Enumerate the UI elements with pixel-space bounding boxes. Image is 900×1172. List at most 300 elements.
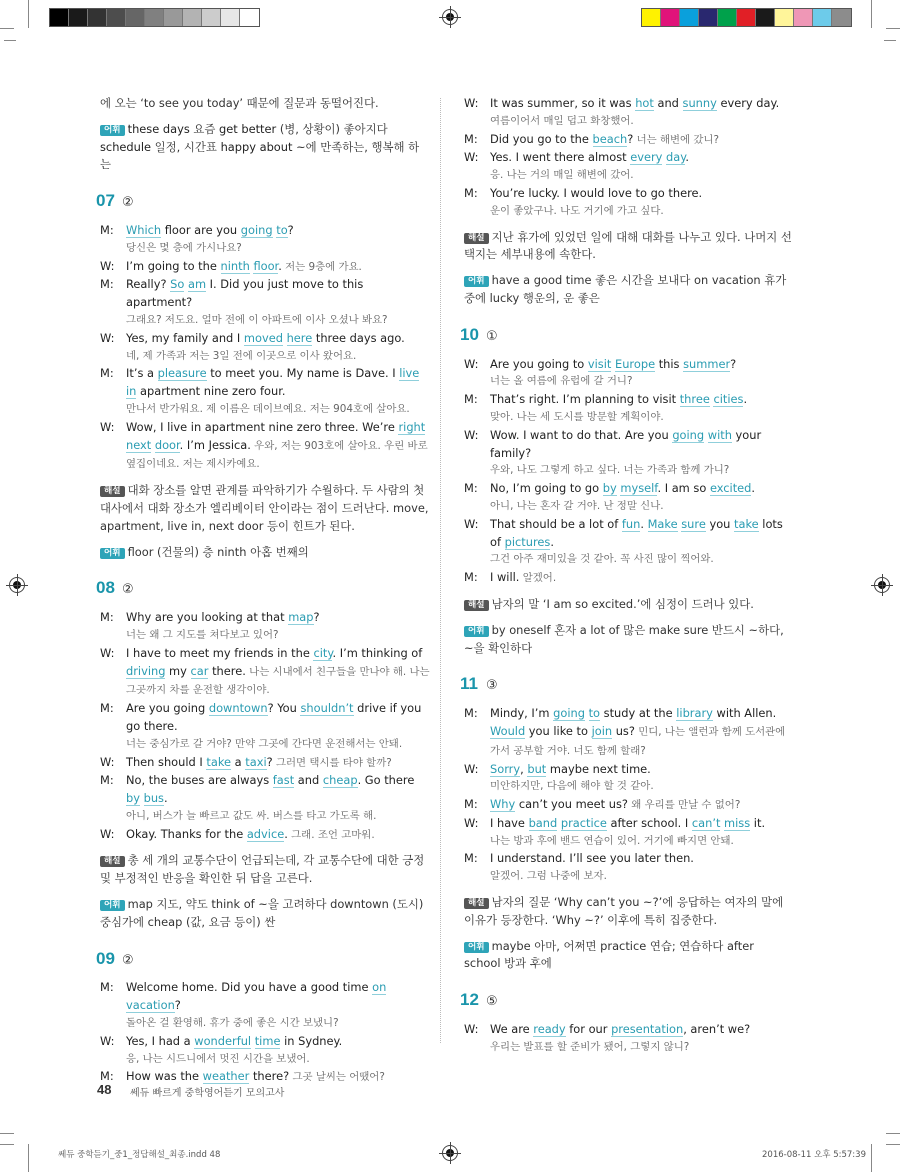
dialogue-text: Wow. I want to do that. Are you xyxy=(490,427,673,442)
dialogue-text: ? xyxy=(287,222,294,237)
dialogue-line xyxy=(464,705,794,760)
fill-in-answer: door xyxy=(154,437,180,452)
dialogue xyxy=(464,1021,794,1057)
question-number: 10 xyxy=(460,324,479,344)
dialogue-text: . xyxy=(164,791,168,806)
fill-in-answer: but xyxy=(527,761,547,776)
explanation-badge: 해설 xyxy=(464,898,489,909)
dialogue-text: ? xyxy=(266,754,273,769)
vocab-text: have a good time 좋은 시간을 보내다 on vacation 휴가 중에 lucky 행운의, 운 좋은 xyxy=(464,273,787,305)
vocab-meaning: 요즘 xyxy=(189,121,220,136)
korean-translation: 돌아온 걸 환영해. 휴가 중에 좋은 시간 보냈니? xyxy=(126,1017,339,1030)
dialogue-line xyxy=(464,761,794,779)
dialogue xyxy=(100,609,430,844)
dialogue-line xyxy=(100,772,430,808)
fill-in-answer: join xyxy=(591,723,613,738)
dialogue-text: Are you going to xyxy=(490,356,588,371)
speaker-label: M: xyxy=(100,1069,114,1084)
dialogue-line xyxy=(100,826,430,845)
crop-mark xyxy=(871,1144,872,1172)
dialogue-text: maybe next time. xyxy=(546,761,651,776)
speaker-label: W: xyxy=(464,427,479,442)
grayscale-color-bar xyxy=(49,8,260,27)
vocab-text: by oneself 혼자 a lot of 많은 make sure 반드시 ~하다, ~을 확인하다 xyxy=(464,622,784,655)
dialogue-line xyxy=(100,365,430,401)
answer-choice: ② xyxy=(122,582,134,598)
dialogue-line xyxy=(100,700,430,736)
speaker-label: M: xyxy=(100,222,114,237)
fill-in-answer: going xyxy=(240,222,273,237)
color-swatch xyxy=(661,9,680,26)
fill-in-answer: day xyxy=(666,150,686,165)
intro-vocab-note xyxy=(100,121,430,174)
vocab-term: these days xyxy=(127,121,190,136)
color-swatch xyxy=(107,9,126,26)
dialogue-line xyxy=(100,222,430,240)
dialogue-line xyxy=(100,1033,430,1051)
fill-in-answer: Sorry xyxy=(490,761,521,776)
fill-in-answer: Make xyxy=(647,516,678,531)
dialogue-text: . xyxy=(550,534,554,549)
dialogue-text: I will. xyxy=(490,570,520,585)
korean-translation: 응, 나는 시드니에서 멋진 시간을 보냈어. xyxy=(126,1052,310,1065)
color-swatch xyxy=(756,9,775,26)
fill-in-answer: car xyxy=(190,663,209,678)
color-swatch xyxy=(202,9,221,26)
fill-in-answer: with xyxy=(707,427,732,442)
fill-in-answer: by xyxy=(126,791,140,806)
registration-mark-icon xyxy=(442,1145,458,1161)
print-slug-timestamp: 2016-08-11 오후 5:57:39 xyxy=(762,1150,866,1160)
dialogue-text: Then should I xyxy=(126,754,207,769)
speaker-label: W: xyxy=(100,258,115,273)
dialogue-text: study at the xyxy=(600,706,677,721)
vocab-meaning: ~에 만족하는, 행복해 하는 xyxy=(100,139,420,172)
vocab-text: map 지도, 약도 think of ~을 고려하다 downtown (도시) 중심가에 cheap (값, 요금 등이) 싼 xyxy=(100,897,424,929)
fill-in-answer: next xyxy=(126,437,152,452)
dialogue-text: It’s a xyxy=(126,366,158,381)
color-swatch xyxy=(794,9,813,26)
speaker-label: M: xyxy=(464,851,478,866)
dialogue-line xyxy=(464,796,794,815)
right-column xyxy=(460,95,794,1057)
vocab-term: get better xyxy=(219,121,277,136)
speaker-label: W: xyxy=(100,826,115,841)
explanation-text: 지난 휴가에 있었던 일에 대해 대화를 나누고 있다. 나머지 선택지는 세부내용에 속한다. xyxy=(464,229,792,262)
print-slug-filename: 쎄듀 중학듣기_중1_정답해설_최종.indd 48 xyxy=(58,1150,221,1160)
dialogue-text: to meet you. My name is Dave. I xyxy=(206,366,400,381)
color-swatch xyxy=(164,9,183,26)
speaker-label: W: xyxy=(464,516,479,531)
korean-translation: 여름이어서 매일 덥고 화창했어. xyxy=(490,114,634,127)
dialogue-text: us? xyxy=(612,723,635,738)
fill-in-answer: map xyxy=(288,610,314,625)
color-swatch xyxy=(737,9,756,26)
dialogue-line xyxy=(464,95,794,113)
dialogue-line xyxy=(100,330,430,348)
speaker-label: W: xyxy=(100,645,115,660)
explanation-badge: 해설 xyxy=(464,233,489,244)
dialogue-line xyxy=(464,185,794,203)
fill-in-answer: weather xyxy=(202,1069,250,1084)
fill-in-answer: vacation xyxy=(126,998,175,1013)
explanation-note xyxy=(464,229,794,265)
korean-translation: 너는 해변에 갔니? xyxy=(633,133,719,146)
left-column xyxy=(96,95,430,1087)
korean-translation: 민디, 나는 앨런과 함께 도서관에 가서 공부할 거야. 너도 함께 할래? xyxy=(490,725,786,757)
answer-choice: ⑤ xyxy=(486,994,498,1010)
explanation-text: 남자의 질문 ‘Why can’t you ~?’에 응답하는 여자의 말에 이유가 등장한다. ‘Why ~?’ 이후에 특히 집중한다. xyxy=(464,895,784,927)
dialogue-text: . xyxy=(685,150,689,165)
color-swatch xyxy=(832,9,851,26)
vocab-badge: 어휘 xyxy=(100,548,125,559)
fill-in-answer: Europe xyxy=(615,356,656,371)
vocab-badge: 어휘 xyxy=(100,900,125,911)
crop-mark xyxy=(886,28,900,29)
answer-choice: ① xyxy=(486,328,498,344)
crop-mark xyxy=(0,1144,14,1145)
dialogue-line xyxy=(464,480,794,498)
vocab-note xyxy=(464,938,794,974)
question-number: 08 xyxy=(96,578,115,598)
vocab-note xyxy=(100,544,430,562)
speaker-label: W: xyxy=(100,1033,115,1048)
cmyk-color-bar xyxy=(641,8,852,27)
dialogue-line xyxy=(100,258,430,277)
dialogue-text: Yes, I had a xyxy=(126,1033,195,1048)
fill-in-answer: fast xyxy=(272,773,295,788)
fill-in-answer: myself xyxy=(620,481,658,496)
korean-translation: 우리는 발표를 할 준비가 됐어, 그렇지 않니? xyxy=(490,1040,690,1053)
explanation-text: 대화 장소를 알면 관계를 파악하기가 수월하다. 두 사람의 첫 대사에서 대화 장소가 엘리베이터 안이라는 점이 드러난다. move, apartment, live in, next door 등이 힌트가 된다. xyxy=(100,483,429,533)
dialogue-text: my xyxy=(165,663,191,678)
explanation-badge: 해설 xyxy=(100,486,125,497)
dialogue-text: Yes, my family and I xyxy=(126,330,244,345)
dialogue xyxy=(100,222,430,474)
korean-translation: 왜 우리를 만날 수 없어? xyxy=(627,799,741,812)
korean-translation: 우와, 나도 그렇게 하고 싶다. 너는 가족과 함께 가니? xyxy=(490,464,730,477)
dialogue-line xyxy=(464,1021,794,1039)
speaker-label: M: xyxy=(100,366,114,381)
fill-in-answer: pictures xyxy=(504,534,551,549)
dialogue-text: Yes. I went there almost xyxy=(490,150,631,165)
speaker-label: M: xyxy=(464,481,478,496)
vocab-text: maybe 아마, 어쩌면 practice 연습; 연습하다 after school 방과 후에 xyxy=(464,938,754,971)
dialogue xyxy=(464,95,794,221)
fill-in-answer: cities xyxy=(713,392,744,407)
korean-translation: 그래요? 저도요. 얼마 전에 이 아파트에 이사 오셨나 봐요? xyxy=(126,313,388,326)
dialogue-text: a xyxy=(231,754,246,769)
dialogue-text: . I am so xyxy=(657,481,710,496)
dialogue-text: in Sydney. xyxy=(280,1033,343,1048)
color-swatch xyxy=(221,9,240,26)
fill-in-answer: miss xyxy=(724,815,751,830)
korean-translation: 응. 나는 거의 매일 해변에 갔어. xyxy=(490,169,634,182)
fill-in-answer: Which xyxy=(126,222,162,237)
fill-in-answer: excited xyxy=(709,481,752,496)
fill-in-answer: time xyxy=(254,1033,281,1048)
korean-translation: 만나서 반가워요. 제 이름은 데이브예요. 저는 904호에 살아요. xyxy=(126,402,410,415)
question-12 xyxy=(460,990,794,1056)
color-swatch xyxy=(642,9,661,26)
explanation-note xyxy=(464,894,794,930)
dialogue-text: . xyxy=(751,481,756,496)
explanation-note xyxy=(100,852,430,888)
dialogue-text: and xyxy=(294,773,323,788)
dialogue-text: and xyxy=(653,96,683,110)
vocab-term: schedule xyxy=(100,139,152,154)
color-swatch xyxy=(183,9,202,26)
column-divider xyxy=(440,98,441,1043)
dialogue-text: Did you go to the xyxy=(490,131,593,146)
fill-in-answer: to xyxy=(588,706,601,721)
speaker-label: W: xyxy=(464,150,479,165)
fill-in-answer: band xyxy=(528,815,558,830)
fill-in-answer: going xyxy=(672,427,705,442)
question-07 xyxy=(96,191,430,561)
dialogue-text: Are you going xyxy=(126,701,209,716)
vocab-meaning: 일정, 시간표 xyxy=(151,139,221,154)
intro-explanation-continued: 에 오는 ‘to see you today’ 때문에 질문과 동떨어진다. xyxy=(100,96,379,110)
korean-translation: 저는 9층에 가요. xyxy=(281,260,362,273)
crop-mark xyxy=(886,1144,900,1145)
explanation-badge: 해설 xyxy=(464,600,489,611)
explanation-badge: 해설 xyxy=(100,856,125,867)
fill-in-answer: sure xyxy=(681,516,706,531)
fill-in-answer: to xyxy=(276,222,288,237)
dialogue-text: drive if you go there. xyxy=(126,701,422,733)
question-08 xyxy=(96,578,430,931)
fill-in-answer: ninth xyxy=(220,258,250,273)
speaker-label: W: xyxy=(100,330,115,345)
dialogue-text: I understand. I’ll see you later then. xyxy=(490,851,694,866)
question-09-continued xyxy=(464,95,794,308)
dialogue-line xyxy=(100,754,430,773)
dialogue xyxy=(464,356,794,588)
fill-in-answer: in xyxy=(126,384,137,399)
speaker-label: W: xyxy=(464,1022,479,1037)
dialogue-text: . I’m thinking of xyxy=(332,645,423,660)
dialogue-text: I have xyxy=(490,815,529,830)
question-09 xyxy=(96,948,430,1088)
speaker-label: M: xyxy=(464,392,478,407)
fill-in-answer: shouldn’t xyxy=(300,701,354,716)
dialogue-line xyxy=(464,391,794,409)
dialogue-text: , xyxy=(520,761,528,776)
dialogue-line xyxy=(100,419,430,474)
korean-translation: 너는 올 여름에 유럽에 갈 거니? xyxy=(490,375,633,388)
dialogue-text: you like to xyxy=(525,723,592,738)
speaker-label: M: xyxy=(464,185,478,200)
korean-translation: 그러면 택시를 타야 할까? xyxy=(272,756,392,769)
dialogue-text: you xyxy=(705,516,735,531)
fill-in-answer: advice xyxy=(246,826,285,841)
dialogue-text: How was the xyxy=(126,1069,203,1084)
fill-in-answer: driving xyxy=(126,663,166,678)
korean-translation: 그래. 조언 고마워. xyxy=(287,828,375,841)
speaker-label: W: xyxy=(464,356,479,371)
crop-mark xyxy=(28,0,29,28)
dialogue-text: Welcome home. Did you have a good time xyxy=(126,980,373,995)
dialogue-text: I have to meet my friends in the xyxy=(126,645,314,660)
dialogue-text: . xyxy=(640,516,648,531)
dialogue-line xyxy=(100,276,430,312)
fill-in-answer: live xyxy=(399,366,420,381)
dialogue xyxy=(100,979,430,1087)
speaker-label: M: xyxy=(100,610,114,625)
korean-translation: 나는 방과 후에 밴드 연습이 있어. 거기에 빠지면 안돼. xyxy=(490,834,734,847)
dialogue-text: . xyxy=(743,392,748,407)
crop-mark xyxy=(0,28,14,29)
dialogue-text: three days ago. xyxy=(312,330,405,345)
korean-translation: 아니, 버스가 늘 빠르고 값도 싸. 버스를 타고 가도록 해. xyxy=(126,809,377,822)
vocab-note xyxy=(100,896,430,932)
explanation-note xyxy=(464,596,794,614)
explanation-text: 남자의 말 ‘I am so excited.’에 심정이 드러나 있다. xyxy=(491,596,754,611)
dialogue-text: We are xyxy=(490,1022,534,1037)
question-11 xyxy=(460,674,794,973)
dialogue-text: Okay. Thanks for the xyxy=(126,826,247,841)
fill-in-answer: right xyxy=(398,419,426,434)
dialogue-text: your family? xyxy=(490,427,762,460)
speaker-label: M: xyxy=(100,980,114,995)
fill-in-answer: cheap xyxy=(322,773,358,788)
dialogue-text: , aren’t we? xyxy=(683,1022,751,1037)
dialogue-text: for our xyxy=(565,1022,612,1037)
color-swatch xyxy=(775,9,794,26)
speaker-label: M: xyxy=(100,701,114,716)
page-number: 48 xyxy=(97,1082,112,1097)
fill-in-answer: hot xyxy=(635,96,654,110)
crop-mark xyxy=(28,1144,29,1172)
dialogue-text: . xyxy=(278,258,282,273)
dialogue-text: apartment nine zero four. xyxy=(136,384,286,399)
dialogue-line xyxy=(100,609,430,627)
fill-in-answer: sunny xyxy=(682,96,717,110)
dialogue-text: ? xyxy=(627,131,634,146)
dialogue-text: ? xyxy=(730,356,737,371)
answer-choice: ② xyxy=(122,195,134,211)
question-number: 12 xyxy=(460,990,479,1010)
fill-in-answer: moved xyxy=(243,330,283,345)
question-number: 09 xyxy=(96,948,115,968)
dialogue-text: It was summer, so it was xyxy=(490,96,636,110)
dialogue-text: That should be a lot of xyxy=(490,516,622,531)
question-number: 11 xyxy=(460,674,478,694)
fill-in-answer: Would xyxy=(490,723,526,738)
speaker-label: W: xyxy=(464,761,479,776)
fill-in-answer: beach xyxy=(592,131,628,146)
crop-mark xyxy=(4,40,16,41)
dialogue-text: Mindy, I’m xyxy=(490,706,554,721)
fill-in-answer: library xyxy=(676,706,713,721)
dialogue-line xyxy=(464,149,794,167)
dialogue-text: ? xyxy=(174,998,181,1013)
dialogue-text: can’t you meet us? xyxy=(515,797,628,812)
book-title: 쎄듀 빠르게 중학영어듣기 모의고사 xyxy=(130,1088,285,1099)
fill-in-answer: summer xyxy=(683,356,731,371)
korean-translation: 맞아. 나는 세 도시를 방문할 계획이야. xyxy=(490,410,664,423)
dialogue-text: ? xyxy=(313,610,320,625)
speaker-label: W: xyxy=(464,815,479,830)
fill-in-answer: on xyxy=(372,980,387,995)
dialogue-text: No, I’m going to go xyxy=(490,481,603,496)
dialogue-line xyxy=(464,569,794,588)
vocab-badge: 어휘 xyxy=(464,942,489,953)
fill-in-answer: city xyxy=(313,645,333,660)
fill-in-answer: take xyxy=(734,516,759,531)
speaker-label: M: xyxy=(464,570,478,585)
fill-in-answer: presentation xyxy=(611,1022,684,1037)
speaker-label: M: xyxy=(464,131,478,146)
question-number: 07 xyxy=(96,191,115,211)
registration-mark-icon xyxy=(442,9,458,25)
vocab-note xyxy=(464,272,794,308)
fill-in-answer: visit xyxy=(587,356,612,371)
fill-in-answer: fun xyxy=(621,516,641,531)
dialogue xyxy=(464,705,794,886)
color-swatch xyxy=(718,9,737,26)
fill-in-answer: practice xyxy=(560,815,607,830)
fill-in-answer: three xyxy=(679,392,710,407)
dialogue-line xyxy=(464,427,794,463)
dialogue-line xyxy=(100,645,430,700)
explanation-text: 총 세 개의 교통수단이 언급되는데, 각 교통수단에 대한 긍정 및 부정적인 반응을 확인한 뒤 답을 고른다. xyxy=(100,853,425,886)
dialogue-line xyxy=(464,850,794,868)
vocab-note xyxy=(464,622,794,658)
color-swatch xyxy=(145,9,164,26)
dialogue-text: floor are you xyxy=(161,222,241,237)
fill-in-answer: can’t xyxy=(691,815,721,830)
intro-vocab-text xyxy=(100,122,419,172)
korean-translation: 운이 좋았구나. 나도 거기에 가고 싶다. xyxy=(490,204,664,217)
speaker-label: W: xyxy=(464,96,479,110)
fill-in-answer: every xyxy=(630,150,663,165)
dialogue-line xyxy=(464,815,794,833)
dialogue-text: That’s right. I’m planning to visit xyxy=(490,392,680,407)
color-swatch xyxy=(813,9,832,26)
korean-translation: 그곳 날씨는 어땠어? xyxy=(289,1071,385,1084)
dialogue-line xyxy=(464,356,794,374)
fill-in-answer: pleasure xyxy=(157,366,207,381)
speaker-label: M: xyxy=(100,277,114,292)
korean-translation: 너는 왜 그 지도를 쳐다보고 있어? xyxy=(126,628,279,641)
dialogue-text: You’re lucky. I would love to go there. xyxy=(490,185,703,200)
fill-in-answer: Why xyxy=(490,797,516,812)
fill-in-answer: So xyxy=(170,277,185,292)
dialogue-text: after school. I xyxy=(606,815,692,830)
answer-choice: ③ xyxy=(486,678,498,694)
korean-translation: 네, 제 가족과 저는 3일 전에 이곳으로 이사 왔어요. xyxy=(126,349,357,362)
speaker-label: M: xyxy=(100,773,114,788)
korean-translation: 미안하지만, 다음에 해야 할 것 같아. xyxy=(490,780,654,793)
dialogue-line xyxy=(100,979,430,1015)
dialogue-text: I. Did you just move to this apartment? xyxy=(126,277,364,310)
color-swatch xyxy=(680,9,699,26)
crop-mark xyxy=(886,1133,900,1134)
color-swatch xyxy=(69,9,88,26)
dialogue-text: Why are you looking at that xyxy=(126,610,289,625)
color-swatch xyxy=(88,9,107,26)
dialogue-text: . xyxy=(284,826,288,841)
korean-translation: 우와, 저는 903호에 살아요. 우린 바로 옆집이네요. 저는 제시카예요. xyxy=(126,439,428,471)
crop-mark xyxy=(871,0,872,28)
fill-in-answer: floor xyxy=(253,258,279,273)
dialogue-text: ? You xyxy=(267,701,301,716)
registration-mark-icon xyxy=(9,577,25,593)
dialogue-text: lots of xyxy=(490,516,783,549)
speaker-label: M: xyxy=(464,797,478,812)
